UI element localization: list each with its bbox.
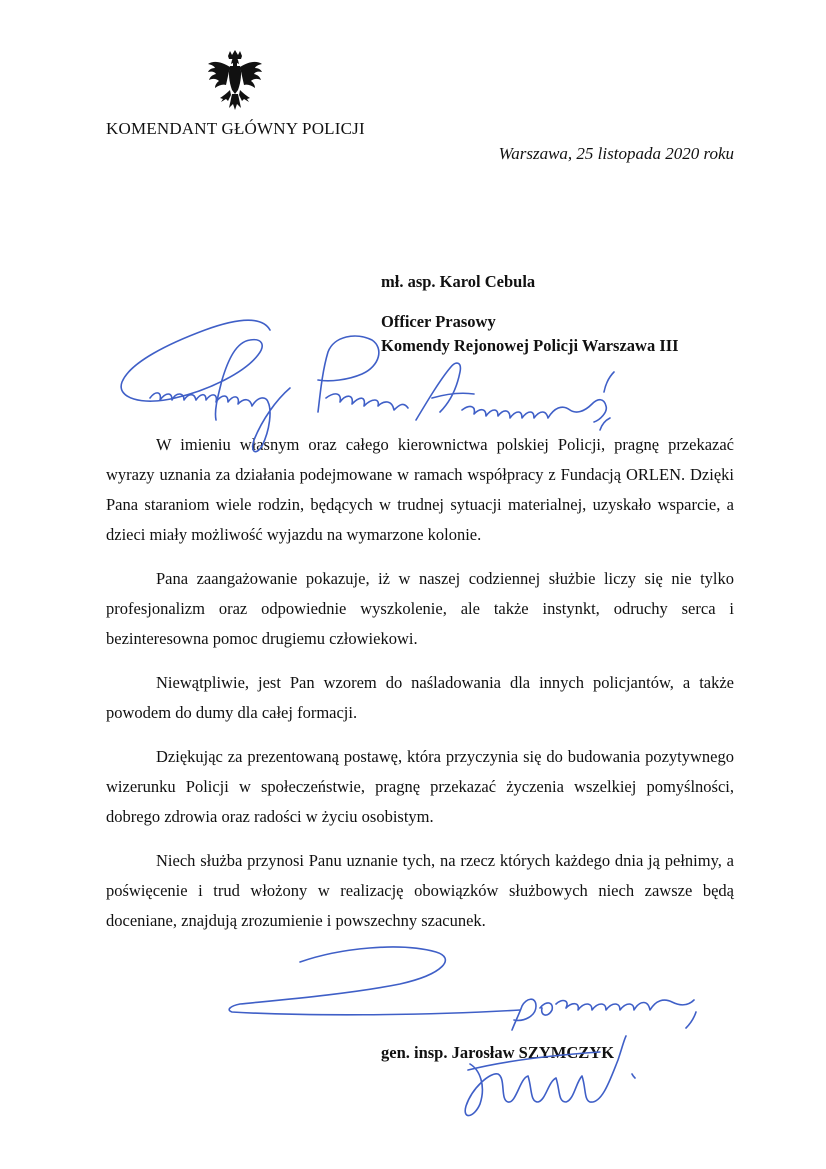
body-paragraph: W imieniu własnym oraz całego kierownictwa polskiej Policji, pragnę przekazać wyrazy uznania za działania podejmowane w ramach współpracy z Fundacją ORLEN. Dzięki Pana staraniom wiele rodzin, będących w trudnej sytuacji materialnej, uzyskało wsparcie, a dzieci miały możliwość wyjazdu na wymarzone kolonie. [106, 435, 734, 544]
body-paragraph: Niewątpliwie, jest Pan wzorem do naśladowania dla innych policjantów, a także powodem do dumy dla całej formacji. [106, 673, 734, 722]
polish-eagle-emblem-icon [206, 50, 264, 112]
recipient-name: mł. asp. Karol Cebula [381, 272, 536, 291]
letter-body [106, 430, 734, 950]
signature-flourish [229, 947, 520, 1015]
signer-name: gen. insp. Jarosław SZYMCZYK [381, 1043, 615, 1062]
body-paragraph: Pana zaangażowanie pokazuje, iż w naszej codziennej służbie liczy się nie tylko profesjonalizm oraz odpowiednie wyszkolenie, ale także instynkt, odruchy serca i bezinteresowna pomoc drugiemu człowiekowi. [106, 569, 734, 648]
recipient-position: Officer Prasowy [381, 312, 496, 331]
recipient-block [381, 270, 679, 358]
handwritten-closing [512, 999, 696, 1030]
body-paragraph: Dziękując za prezentowaną postawę, która przyczynia się do budowania pozytywnego wizerunku Policji w społeczeństwie, pragnę przekazać życzenia wszelkiej pomyślności, dobrego zdrowia oraz radości w życiu osobistym. [106, 747, 734, 826]
body-paragraph: Niech służba przynosi Panu uznanie tych, na rzecz których każdego dnia ją pełnimy, a poświęcenie i trud włożony w realizację obowiązków służbowych niech zawsze będą doceniane, znajdują zrozumienie i powszechny szacunek. [106, 851, 734, 930]
place-and-date: Warszawa, 25 listopada 2020 roku [498, 144, 734, 163]
issuer-title: KOMENDANT GŁÓWNY POLICJI [106, 119, 365, 138]
recipient-unit: Komendy Rejonowej Policji Warszawa III [381, 336, 679, 355]
handwritten-salutation [121, 320, 270, 420]
